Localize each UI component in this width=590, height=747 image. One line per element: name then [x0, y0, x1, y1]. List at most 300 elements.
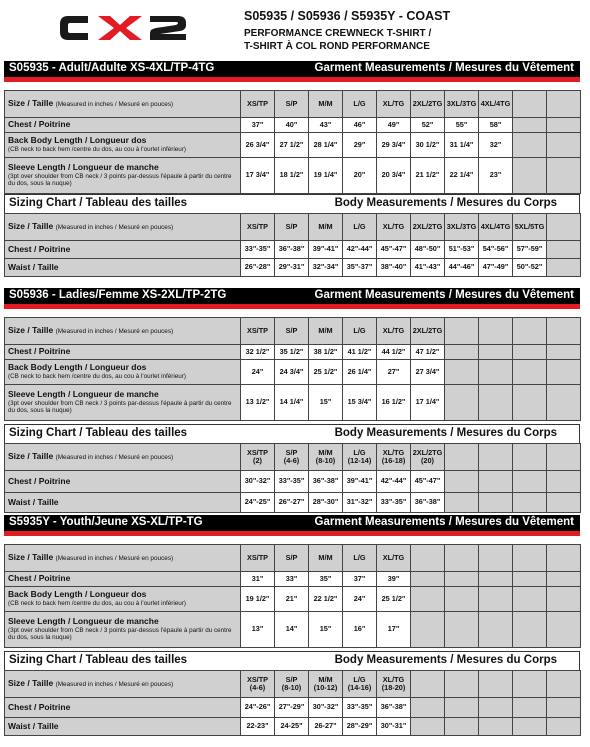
chest-cell: 49": [377, 118, 411, 133]
chest-cell: [513, 118, 547, 133]
back-length-cell: 24 3/4": [275, 360, 309, 385]
chest-cell: 33"-35": [343, 698, 377, 718]
chest-cell: [547, 345, 581, 360]
size-code: XS/TP: [246, 447, 269, 457]
size-cell: [445, 671, 479, 698]
back-length-label-text: Back Body Length / Longueur dos: [8, 135, 147, 146]
size-cell: [547, 671, 581, 698]
waist-cell: 26"-27": [275, 493, 309, 513]
size-label: [5, 545, 241, 572]
chest-label: [5, 572, 241, 587]
sleeve-length-cell: 17": [377, 612, 411, 648]
back-length-cell: 21": [275, 587, 309, 612]
chest-cell: 46": [343, 118, 377, 133]
waist-cell: 50"-52": [513, 259, 547, 277]
size-range: (20): [421, 456, 434, 465]
size-range: (4-6): [249, 683, 266, 692]
size-cell: XL/TG: [377, 91, 411, 118]
sleeve-length-cell: [513, 158, 547, 194]
waist-cell: [547, 493, 581, 513]
body-table: [4, 443, 581, 513]
section-title: S05936 - Ladies/Femme XS-2XL/TP-2TG: [9, 289, 227, 301]
chest-row: [5, 345, 581, 360]
size-label-text: Size / Taille: [8, 552, 54, 563]
sleeve-length-cell: 16 1/2": [377, 385, 411, 421]
sleeve-length-cell: 15": [309, 385, 343, 421]
sleeve-length-cell: 21 1/2": [411, 158, 445, 194]
size-cell: S/P: [275, 318, 309, 345]
chest-cell: [411, 698, 445, 718]
back-length-cell: 27 1/2": [275, 133, 309, 158]
size-code: L/G: [353, 674, 366, 684]
size-cell: [513, 318, 547, 345]
chest-cell: 24"-26": [241, 698, 275, 718]
sleeve-length-cell: [445, 385, 479, 421]
back-length-cell: 22 1/2": [309, 587, 343, 612]
waist-cell: 41"-43": [411, 259, 445, 277]
back-length-label: [5, 360, 241, 385]
size-code: 5XL/5TG: [514, 221, 545, 231]
size-cell: [411, 444, 445, 471]
sleeve-length-cell: 20": [343, 158, 377, 194]
back-length-cell: 26 1/4": [343, 360, 377, 385]
size-row: [5, 545, 581, 572]
waist-cell: 26"-28": [241, 259, 275, 277]
sleeve-length-cell: 13 1/2": [241, 385, 275, 421]
waist-cell: [513, 718, 547, 736]
size-code: L/G: [353, 221, 366, 231]
back-length-cell: [479, 587, 513, 612]
size-label-note: (Measured in inches / Mesuré en pouces): [55, 101, 174, 109]
size-cell: 4XL/4TG: [479, 91, 513, 118]
size-cell: XS/TP: [241, 91, 275, 118]
size-cell: [275, 671, 309, 698]
sleeve-length-cell: 19 1/4": [309, 158, 343, 194]
sleeve-length-cell: 22 1/4": [445, 158, 479, 194]
waist-cell: 36"-38": [411, 493, 445, 513]
sleeve-length-row: [5, 385, 581, 421]
size-cell: [241, 214, 275, 241]
size-cell: [547, 91, 581, 118]
chest-cell: 35 1/2": [275, 345, 309, 360]
body-header-bar: [4, 194, 580, 213]
size-code: XL/TG: [382, 447, 405, 457]
size-cell: S/P: [275, 91, 309, 118]
sleeve-length-cell: 17 3/4": [241, 158, 275, 194]
waist-cell: 26-27": [309, 718, 343, 736]
chest-row: [5, 118, 581, 133]
size-cell: [513, 91, 547, 118]
sleeve-length-cell: 16": [343, 612, 377, 648]
back-length-cell: [445, 587, 479, 612]
chest-label-text: Chest / Poitrine: [8, 119, 71, 130]
size-cell: [479, 545, 513, 572]
size-cell: XL/TG: [377, 545, 411, 572]
back-length-cell: 25 1/2": [309, 360, 343, 385]
chest-cell: [513, 345, 547, 360]
size-label: [5, 671, 241, 698]
sleeve-length-label-note: (3pt over shoulder from CB neck / 3 points par-dessus l'épaule à partir du centre du dos, sous la nuque): [8, 626, 232, 642]
back-length-row: [5, 360, 581, 385]
size-cell: [479, 671, 513, 698]
garment-measurements-title: Garment Measurements / Mesures du Vêtement: [314, 62, 574, 74]
chest-cell: 39"-41": [343, 471, 377, 493]
back-length-cell: 24": [343, 587, 377, 612]
waist-cell: [513, 493, 547, 513]
size-cell: [479, 444, 513, 471]
back-length-cell: 29 3/4": [377, 133, 411, 158]
size-row: [5, 91, 581, 118]
chest-cell: [547, 241, 581, 259]
size-cell: XL/TG: [377, 318, 411, 345]
chest-cell: [479, 572, 513, 587]
chest-cell: [547, 572, 581, 587]
waist-row: [5, 493, 581, 513]
chest-cell: 45"-47": [377, 241, 411, 259]
product-name-en: PERFORMANCE CREWNECK T-SHIRT /: [244, 28, 432, 39]
waist-cell: [479, 493, 513, 513]
size-cell: [513, 545, 547, 572]
sleeve-length-cell: 17 1/4": [411, 385, 445, 421]
back-length-label-note: (CB neck to back hem /centre du dos, au cou à l'ourlet inférieur): [8, 600, 186, 608]
back-length-cell: 29": [343, 133, 377, 158]
waist-cell: 22-23": [241, 718, 275, 736]
size-cell: [275, 444, 309, 471]
sleeve-length-row: [5, 158, 581, 194]
chest-cell: [445, 471, 479, 493]
chest-label: [5, 471, 241, 493]
chest-cell: 33": [275, 572, 309, 587]
sleeve-length-label-text: Sleeve Length / Longueur de manche: [8, 389, 159, 400]
waist-cell: [411, 718, 445, 736]
chest-cell: 35": [309, 572, 343, 587]
size-cell: [377, 444, 411, 471]
sleeve-length-label: [5, 158, 241, 194]
chest-cell: [445, 698, 479, 718]
waist-cell: 35"-37": [343, 259, 377, 277]
size-cell: [275, 214, 309, 241]
chest-cell: 36"-38": [377, 698, 411, 718]
body-header-bar: [4, 651, 580, 670]
size-cell: M/M: [309, 318, 343, 345]
chest-cell: 54"-56": [479, 241, 513, 259]
size-label-text: Size / Taille: [8, 325, 54, 336]
back-length-cell: [411, 587, 445, 612]
size-cell: [343, 214, 377, 241]
waist-cell: 30"-31": [377, 718, 411, 736]
size-range: (10-12): [313, 683, 338, 692]
size-cell: M/M: [309, 91, 343, 118]
sleeve-length-row: [5, 612, 581, 648]
size-cell: [411, 545, 445, 572]
chest-cell: 47 1/2": [411, 345, 445, 360]
size-range: (16-18): [381, 456, 406, 465]
cx2-logo: [54, 11, 190, 45]
size-cell: [445, 444, 479, 471]
size-cell: [377, 214, 411, 241]
back-length-cell: 32": [479, 133, 513, 158]
size-cell: [479, 214, 513, 241]
garment-table: [4, 90, 581, 194]
waist-cell: 33"-35": [377, 493, 411, 513]
chest-label-text: Chest / Poitrine: [8, 475, 71, 486]
garment-header-bar: [4, 515, 580, 531]
chest-cell: 42"-44": [377, 471, 411, 493]
size-label: [5, 214, 241, 241]
size-range: (2): [253, 456, 262, 465]
chest-cell: 42"-44": [343, 241, 377, 259]
waist-cell: 38"-40": [377, 259, 411, 277]
back-length-cell: [513, 133, 547, 158]
chest-cell: [547, 118, 581, 133]
sleeve-length-cell: [547, 612, 581, 648]
size-cell: [547, 318, 581, 345]
back-length-cell: [547, 133, 581, 158]
size-cell: XS/TP: [241, 545, 275, 572]
chest-cell: 51"-53": [445, 241, 479, 259]
waist-label: [5, 493, 241, 513]
size-cell: 2XL/2TG: [411, 318, 445, 345]
sleeve-length-cell: [513, 385, 547, 421]
sleeve-length-cell: 15": [309, 612, 343, 648]
chest-label: [5, 118, 241, 133]
size-code: S/P: [285, 221, 298, 231]
chest-cell: [445, 345, 479, 360]
chest-cell: 32 1/2": [241, 345, 275, 360]
size-label-text: Size / Taille: [8, 98, 54, 109]
sleeve-length-cell: [547, 158, 581, 194]
size-code: XS/TP: [246, 221, 269, 231]
size-cell: [309, 671, 343, 698]
garment-measurements-title: Garment Measurements / Mesures du Vêtement: [314, 289, 574, 301]
waist-row: [5, 259, 581, 277]
size-label-text: Size / Taille: [8, 221, 54, 232]
waist-cell: 31"-32": [343, 493, 377, 513]
chest-cell: [513, 471, 547, 493]
chest-cell: 55": [445, 118, 479, 133]
chest-cell: 31": [241, 572, 275, 587]
sleeve-length-cell: 13": [241, 612, 275, 648]
garment-header-bar: [4, 288, 580, 304]
waist-cell: 29"-31": [275, 259, 309, 277]
chest-cell: 30"-32": [241, 471, 275, 493]
chest-cell: [547, 471, 581, 493]
sleeve-length-cell: [411, 612, 445, 648]
sizing-chart-title: Sizing Chart / Tableau des tailles: [9, 427, 188, 439]
back-length-cell: [547, 587, 581, 612]
back-length-cell: 25 1/2": [377, 587, 411, 612]
section-title: S05935 - Adult/Adulte XS-4XL/TP-4TG: [9, 62, 215, 74]
sleeve-length-cell: [479, 612, 513, 648]
waist-cell: 24-25": [275, 718, 309, 736]
size-cell: [309, 214, 343, 241]
chest-label: [5, 241, 241, 259]
sleeve-length-label: [5, 385, 241, 421]
size-label: [5, 444, 241, 471]
size-code: S/P: [285, 447, 298, 457]
sleeve-length-label: [5, 612, 241, 648]
back-length-cell: 27 3/4": [411, 360, 445, 385]
size-cell: [513, 671, 547, 698]
chest-row: [5, 241, 581, 259]
back-length-cell: 28 1/4": [309, 133, 343, 158]
size-range: (14-16): [347, 683, 372, 692]
product-name-fr: T-SHIRT À COL ROND PERFORMANCE: [244, 41, 430, 52]
body-section-youth: [4, 651, 580, 736]
size-label-text: Size / Taille: [8, 678, 54, 689]
size-label-note: (Measured in inches / Mesuré en pouces): [55, 224, 174, 232]
size-cell: [479, 318, 513, 345]
sleeve-length-cell: 14 1/4": [275, 385, 309, 421]
chest-cell: 39": [377, 572, 411, 587]
size-code: M/M: [318, 674, 333, 684]
chest-cell: 40": [275, 118, 309, 133]
size-row: [5, 444, 581, 471]
garment-header-bar: [4, 61, 580, 77]
chest-label: [5, 345, 241, 360]
waist-cell: [479, 718, 513, 736]
back-length-cell: 31 1/4": [445, 133, 479, 158]
chest-cell: 41 1/2": [343, 345, 377, 360]
body-table: [4, 213, 581, 277]
waist-cell: 24"-25": [241, 493, 275, 513]
chest-label: [5, 698, 241, 718]
garment-section-youth: [4, 515, 580, 648]
waist-label-text: Waist / Taille: [8, 496, 59, 507]
size-cell: L/G: [343, 545, 377, 572]
chest-row: [5, 471, 581, 493]
back-length-label: [5, 133, 241, 158]
chest-cell: 37": [241, 118, 275, 133]
size-cell: [343, 444, 377, 471]
back-length-label-note: (CB neck to back hem /centre du dos, au cou à l'ourlet inférieur): [8, 146, 186, 154]
size-code: M/M: [318, 447, 333, 457]
size-label-note: (Measured in inches / Mesuré en pouces): [55, 454, 174, 462]
size-row: [5, 671, 581, 698]
chest-cell: 36"-38": [275, 241, 309, 259]
chest-cell: 37": [343, 572, 377, 587]
garment-table: [4, 544, 581, 648]
waist-label-text: Waist / Taille: [8, 720, 59, 731]
sleeve-length-label-note: (3pt over shoulder from CB neck / 3 points par-dessus l'épaule à partir du centre du dos, sous la nuque): [8, 399, 232, 415]
waist-cell: 47"-49": [479, 259, 513, 277]
sleeve-length-label-text: Sleeve Length / Longueur de manche: [8, 616, 159, 627]
chest-cell: [445, 572, 479, 587]
waist-cell: [445, 718, 479, 736]
chest-cell: 39"-41": [309, 241, 343, 259]
chest-label-text: Chest / Poitrine: [8, 346, 71, 357]
size-code: 2XL/2TG: [412, 447, 443, 457]
size-cell: [241, 444, 275, 471]
chest-cell: [547, 698, 581, 718]
waist-label: [5, 259, 241, 277]
size-code: XS/TP: [246, 674, 269, 684]
size-range: (18-20): [381, 683, 406, 692]
size-cell: [445, 318, 479, 345]
sleeve-length-cell: 18 1/2": [275, 158, 309, 194]
chest-cell: 33"-35": [241, 241, 275, 259]
section-title: S5935Y - Youth/Jeune XS-XL/TP-TG: [9, 516, 203, 528]
chest-row: [5, 572, 581, 587]
product-codes-title: S05935 / S05936 / S5935Y - COAST: [244, 9, 451, 23]
size-code: M/M: [318, 221, 333, 231]
size-cell: [445, 214, 479, 241]
size-label-note: (Measured in inches / Mesuré en pouces): [55, 555, 174, 563]
chest-label-text: Chest / Poitrine: [8, 243, 71, 254]
back-length-label-note: (CB neck to back hem /centre du dos, au cou à l'ourlet inférieur): [8, 373, 186, 381]
waist-cell: [445, 493, 479, 513]
chest-cell: 30"-32": [309, 698, 343, 718]
waist-cell: 32"-34": [309, 259, 343, 277]
waist-cell: 44"-46": [445, 259, 479, 277]
size-label-text: Size / Taille: [8, 451, 54, 462]
back-length-cell: 19 1/2": [241, 587, 275, 612]
back-length-row: [5, 133, 581, 158]
size-code: 3XL/3TG: [446, 221, 477, 231]
chest-cell: 36"-38": [309, 471, 343, 493]
size-cell: M/M: [309, 545, 343, 572]
size-cell: [547, 444, 581, 471]
sleeve-length-cell: [479, 385, 513, 421]
chest-cell: 57"-59": [513, 241, 547, 259]
size-cell: [513, 444, 547, 471]
chest-label-text: Chest / Poitrine: [8, 701, 71, 712]
body-measurements-title: Body Measurements / Mesures du Corps: [334, 197, 557, 209]
sizing-chart-title: Sizing Chart / Tableau des tailles: [9, 654, 188, 666]
garment-table: [4, 317, 581, 421]
sleeve-length-cell: 14": [275, 612, 309, 648]
size-cell: [241, 671, 275, 698]
waist-row: [5, 718, 581, 736]
chest-cell: 44 1/2": [377, 345, 411, 360]
size-cell: [547, 214, 581, 241]
body-section-ladies: [4, 424, 580, 513]
waist-cell: 28"-30": [309, 493, 343, 513]
size-cell: L/G: [343, 318, 377, 345]
size-code: 2XL/2TG: [412, 221, 443, 231]
body-measurements-title: Body Measurements / Mesures du Corps: [334, 654, 557, 666]
body-header-bar: [4, 424, 580, 443]
size-row: [5, 214, 581, 241]
sleeve-length-cell: 20 3/4": [377, 158, 411, 194]
size-range: (12-14): [347, 456, 372, 465]
sizing-chart-title: Sizing Chart / Tableau des tailles: [9, 197, 188, 209]
back-length-cell: [547, 360, 581, 385]
chest-cell: 58": [479, 118, 513, 133]
body-table: [4, 670, 581, 736]
sleeve-length-cell: [547, 385, 581, 421]
chest-row: [5, 698, 581, 718]
back-length-cell: [479, 360, 513, 385]
sleeve-length-cell: 15 3/4": [343, 385, 377, 421]
size-cell: 2XL/2TG: [411, 91, 445, 118]
size-code: XL/TG: [382, 221, 405, 231]
size-range: (4-6): [283, 456, 300, 465]
size-cell: XS/TP: [241, 318, 275, 345]
size-cell: [547, 545, 581, 572]
back-length-label-text: Back Body Length / Longueur dos: [8, 362, 147, 373]
back-length-cell: 30 1/2": [411, 133, 445, 158]
chest-cell: 48"-50": [411, 241, 445, 259]
size-cell: [445, 545, 479, 572]
chest-cell: 38 1/2": [309, 345, 343, 360]
size-cell: S/P: [275, 545, 309, 572]
chest-cell: 52": [411, 118, 445, 133]
chest-cell: [513, 698, 547, 718]
back-length-cell: 26 3/4": [241, 133, 275, 158]
waist-label: [5, 718, 241, 736]
sleeve-length-cell: [513, 612, 547, 648]
